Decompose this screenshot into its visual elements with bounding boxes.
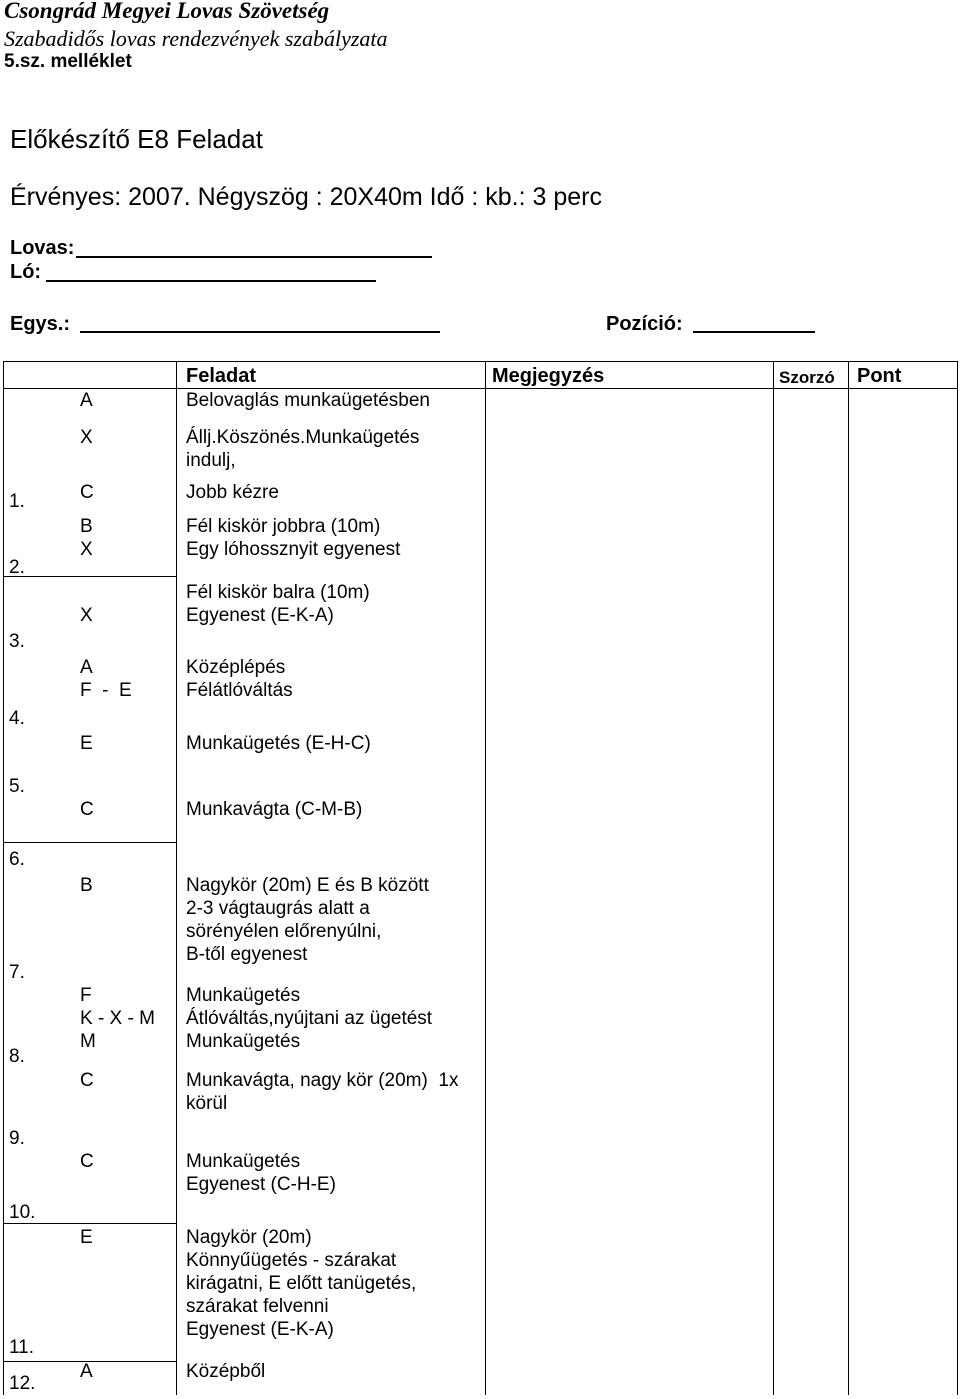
club-field[interactable] — [80, 331, 440, 333]
table-top-border — [3, 361, 958, 362]
table-left-border — [3, 361, 4, 1395]
task-text: Félátlóváltás — [186, 680, 293, 701]
row-border — [3, 576, 176, 577]
arena-letter: F - E — [80, 680, 132, 701]
multiplier-column-border — [848, 361, 849, 1395]
task-text: Belovaglás munkaügetésben — [186, 390, 431, 411]
task-text: Nagykör (20m) — [186, 1227, 312, 1248]
task-text: Fél kiskör jobbra (10m) — [186, 516, 381, 537]
task-text: Középlépés — [186, 657, 286, 678]
task-text: Egy lóhossznyit egyenest — [186, 539, 401, 560]
rider-label: Lovas: — [10, 237, 75, 259]
letter-column-border — [176, 361, 177, 1395]
header-separator — [3, 388, 958, 389]
task-text: Egyenest (E-K-A) — [186, 1319, 334, 1340]
exercise-number: 12. — [9, 1373, 36, 1394]
arena-letter: E — [80, 733, 93, 754]
club-label: Egys.: — [10, 313, 71, 335]
table-right-border — [957, 361, 958, 1395]
header-multiplier: Szorzó — [779, 368, 835, 387]
appendix-label: 5.sz. melléklet — [4, 51, 132, 72]
task-text: kirágatni, E előtt tanügetés, — [186, 1273, 417, 1294]
exercise-number: 11. — [9, 1337, 35, 1358]
task-text: sörényélen előrenyúlni, — [186, 921, 382, 942]
header-note: Megjegyzés — [492, 365, 605, 387]
task-text: Könnyűügetés - szárakat — [186, 1250, 397, 1271]
arena-letter: B — [80, 516, 93, 537]
task-text: B-től egyenest — [186, 944, 308, 965]
position-label: Pozíció: — [606, 313, 683, 335]
task-text: Jobb kézre — [186, 482, 279, 503]
arena-letter: M — [80, 1031, 96, 1052]
task-text: Munkavágta (C-M-B) — [186, 799, 363, 820]
note-column-border — [773, 361, 774, 1395]
row-border — [3, 842, 176, 843]
exercise-number: 10. — [9, 1202, 36, 1223]
arena-letter: C — [80, 1070, 94, 1091]
arena-letter: X — [80, 539, 93, 560]
exercise-number: 6. — [9, 849, 25, 870]
task-text: Nagykör (20m) E és B között — [186, 875, 429, 896]
task-text: Állj.Köszönés.Munkaügetés — [186, 427, 420, 448]
task-text: Munkaügetés — [186, 1151, 301, 1172]
exercise-number: 8. — [9, 1046, 25, 1067]
arena-letter: E — [80, 1227, 93, 1248]
arena-letter: B — [80, 875, 93, 896]
task-text: Munkaügetés (E-H-C) — [186, 733, 371, 754]
exercise-number: 2. — [9, 557, 25, 578]
page-title: Előkészítő E8 Feladat — [10, 124, 263, 154]
arena-letter: C — [80, 1151, 94, 1172]
exercise-number: 9. — [9, 1128, 25, 1149]
exercise-number: 4. — [9, 708, 25, 729]
arena-letter: X — [80, 427, 93, 448]
horse-label: Ló: — [10, 261, 42, 283]
task-column-border — [485, 361, 486, 1395]
task-text: Átlóváltás,nyújtani az ügetést — [186, 1008, 433, 1029]
task-text: Fél kiskör balra (10m) — [186, 582, 370, 603]
header-score: Pont — [857, 365, 902, 387]
arena-letter: A — [80, 390, 93, 411]
task-text: indulj, — [186, 450, 236, 471]
task-text: Munkaügetés — [186, 1031, 301, 1052]
horse-field[interactable] — [46, 280, 376, 282]
task-text: körül — [186, 1093, 228, 1114]
position-field[interactable] — [693, 331, 815, 333]
arena-letter: F — [80, 985, 92, 1006]
task-text: szárakat felvenni — [186, 1296, 329, 1317]
exercise-number: 1. — [9, 491, 25, 512]
task-text: Középből — [186, 1361, 266, 1382]
arena-letter: X — [80, 605, 93, 626]
rules-subtitle: Szabadidős lovas rendezvények szabályzata — [4, 26, 388, 51]
header-task: Feladat — [186, 365, 257, 387]
task-text: Munkaügetés — [186, 985, 301, 1006]
arena-letter: C — [80, 482, 94, 503]
task-text: Egyenest (C-H-E) — [186, 1174, 336, 1195]
validity-line: Érvényes: 2007. Négyszög : 20X40m Idő : kb.: 3 perc — [10, 183, 602, 211]
org-name: Csongrád Megyei Lovas Szövetség — [4, 0, 330, 23]
task-text: Munkavágta, nagy kör (20m) 1x — [186, 1070, 459, 1091]
exercise-number: 3. — [9, 631, 25, 652]
task-text: Egyenest (E-K-A) — [186, 605, 334, 626]
arena-letter: A — [80, 1361, 93, 1382]
rider-field[interactable] — [76, 256, 432, 258]
arena-letter: C — [80, 799, 94, 820]
exercise-number: 5. — [9, 776, 25, 797]
task-text: 2-3 vágtaugrás alatt a — [186, 898, 370, 919]
arena-letter: A — [80, 657, 93, 678]
exercise-number: 7. — [9, 962, 25, 983]
arena-letter: K - X - M — [80, 1008, 155, 1029]
